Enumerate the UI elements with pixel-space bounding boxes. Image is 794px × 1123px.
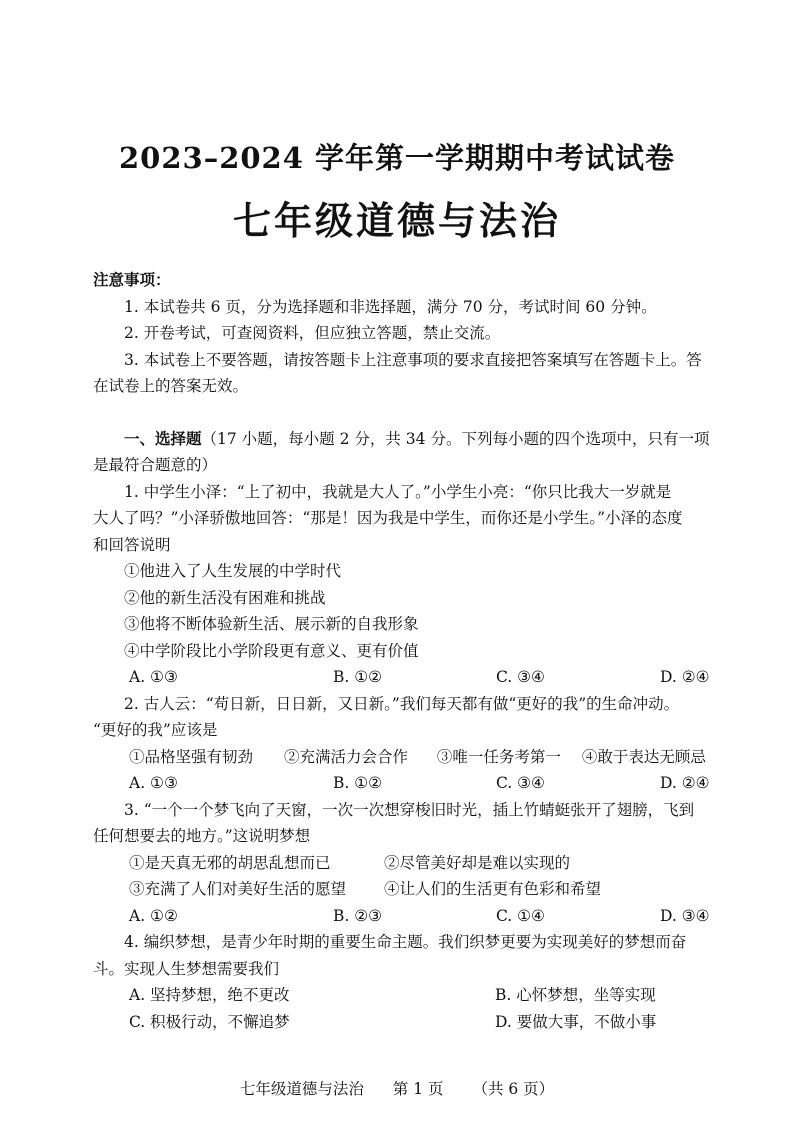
- notice-item: 3. 本试卷上不要答题，请按答题卡上注意事项的要求直接把答案填写在答题卡上。答: [124, 350, 702, 369]
- option-d: D. ③④: [660, 906, 710, 925]
- question-4-options: [93, 1009, 753, 1036]
- question-1-statement: ①他进入了人生发展的中学时代: [124, 562, 342, 580]
- question-1-stem: 大人了吗？”小泽骄傲地回答：“那是！因为我是中学生，而你还是小学生。”小泽的态度: [93, 509, 683, 527]
- option-c: C. 积极行动，不懈追梦: [129, 1012, 290, 1031]
- footer-page-number: 第 1 页: [392, 1080, 444, 1098]
- question-3-statements: [93, 850, 753, 877]
- question-3-statement: ③充满了人们对美好生活的愿望: [129, 880, 347, 898]
- question-2-statements: [93, 744, 753, 771]
- option-a: A. ①③: [129, 774, 178, 792]
- option-c: C. ③④: [496, 668, 545, 686]
- question-1-stem: 和回答说明: [93, 535, 171, 554]
- exam-title: 2023–2024 学年第一学期期中考试试卷: [118, 141, 676, 175]
- question-4-options: [93, 982, 753, 1009]
- question-4-stem: 斗。实现人生梦想需要我们: [93, 959, 280, 978]
- notice-item: 在试卷上的答案无效。: [93, 377, 249, 395]
- question-2-statement: ②充满活力会合作: [283, 747, 408, 766]
- footer-page-total: （共 6 页）: [472, 1080, 555, 1098]
- notice-item: 1. 本试卷共 6 页，分为选择题和非选择题，满分 70 分，考试时间 60 分钟。: [124, 297, 657, 316]
- section-intro-text: （17 小题，每小题 2 分，共 34 分。下列每小题的四个选项中，只有一项: [201, 429, 710, 448]
- question-4-stem: 4. 编织梦想，是青少年时期的重要生命主题。我们织梦更要为实现美好的梦想而奋: [124, 933, 687, 951]
- question-2-stem: 2. 古人云：“苟日新，日日新，又日新。”我们每天都有做“更好的我”的生命冲动。: [124, 694, 680, 713]
- option-a: A. ①②: [129, 906, 178, 925]
- notice-heading: 注意事项：: [93, 270, 171, 289]
- question-3-statements: [93, 876, 753, 903]
- section-intro-cont: 是最符合题意的）: [93, 456, 218, 474]
- question-1-stem: 1. 中学生小泽：“上了初中，我就是大人了。”小学生小亮：“你只比我大一岁就是: [124, 482, 672, 501]
- question-2-statement: ①品格坚强有韧劲: [129, 747, 254, 766]
- question-2-options: [93, 770, 753, 797]
- question-2-stem: “更好的我”应该是: [93, 721, 218, 739]
- section-intro: [93, 426, 753, 453]
- question-3-statement: ④让人们的生活更有色彩和希望: [383, 880, 601, 898]
- option-b: B. 心怀梦想，坐等实现: [495, 986, 656, 1004]
- option-d: D. 要做大事，不做小事: [495, 1012, 657, 1031]
- option-a: A. 坚持梦想，绝不更改: [129, 986, 290, 1004]
- question-3-options: [93, 903, 753, 930]
- option-c: C. ①④: [496, 906, 545, 925]
- question-3-statement: ①是天真无邪的胡思乱想而已: [129, 853, 331, 872]
- option-b: B. ②③: [333, 906, 383, 925]
- option-d: D. ②④: [660, 668, 710, 686]
- notice-item: 2. 开卷考试，可查阅资料，但应独立答题，禁止交流。: [124, 324, 501, 342]
- option-a: A. ①③: [129, 668, 178, 686]
- option-b: B. ①②: [333, 774, 383, 792]
- option-b: B. ①②: [333, 668, 383, 686]
- question-3-stem: 3. “一个一个梦飞向了天窗，一次一次想穿梭旧时光，插上竹蜻蜓张开了翅膀，飞到: [124, 800, 695, 819]
- question-1-statement: ④中学阶段比小学阶段更有意义、更有价值: [124, 641, 419, 660]
- question-1-statement: ②他的新生活没有困难和挑战: [124, 588, 326, 607]
- page-footer: [0, 1077, 794, 1099]
- option-d: D. ②④: [660, 774, 710, 792]
- option-c: C. ③④: [496, 774, 545, 792]
- question-3-statement: ②尽管美好却是难以实现的: [383, 853, 570, 872]
- question-2-statement: ④敢于表达无顾忌: [581, 747, 706, 766]
- exam-body: [93, 267, 753, 1035]
- footer-subject: 七年级道德与法治: [239, 1080, 364, 1098]
- question-1-options: [93, 664, 753, 691]
- question-1-statement: ③他将不断体验新生活、展示新的自我形象: [124, 615, 419, 633]
- subject-title: 七年级道德与法治: [232, 198, 561, 243]
- question-2-statement: ③唯一任务考第一: [436, 747, 561, 766]
- section-heading: 一、选择题: [124, 428, 202, 448]
- question-3-stem: 任何想要去的地方。”这说明梦想: [93, 827, 311, 845]
